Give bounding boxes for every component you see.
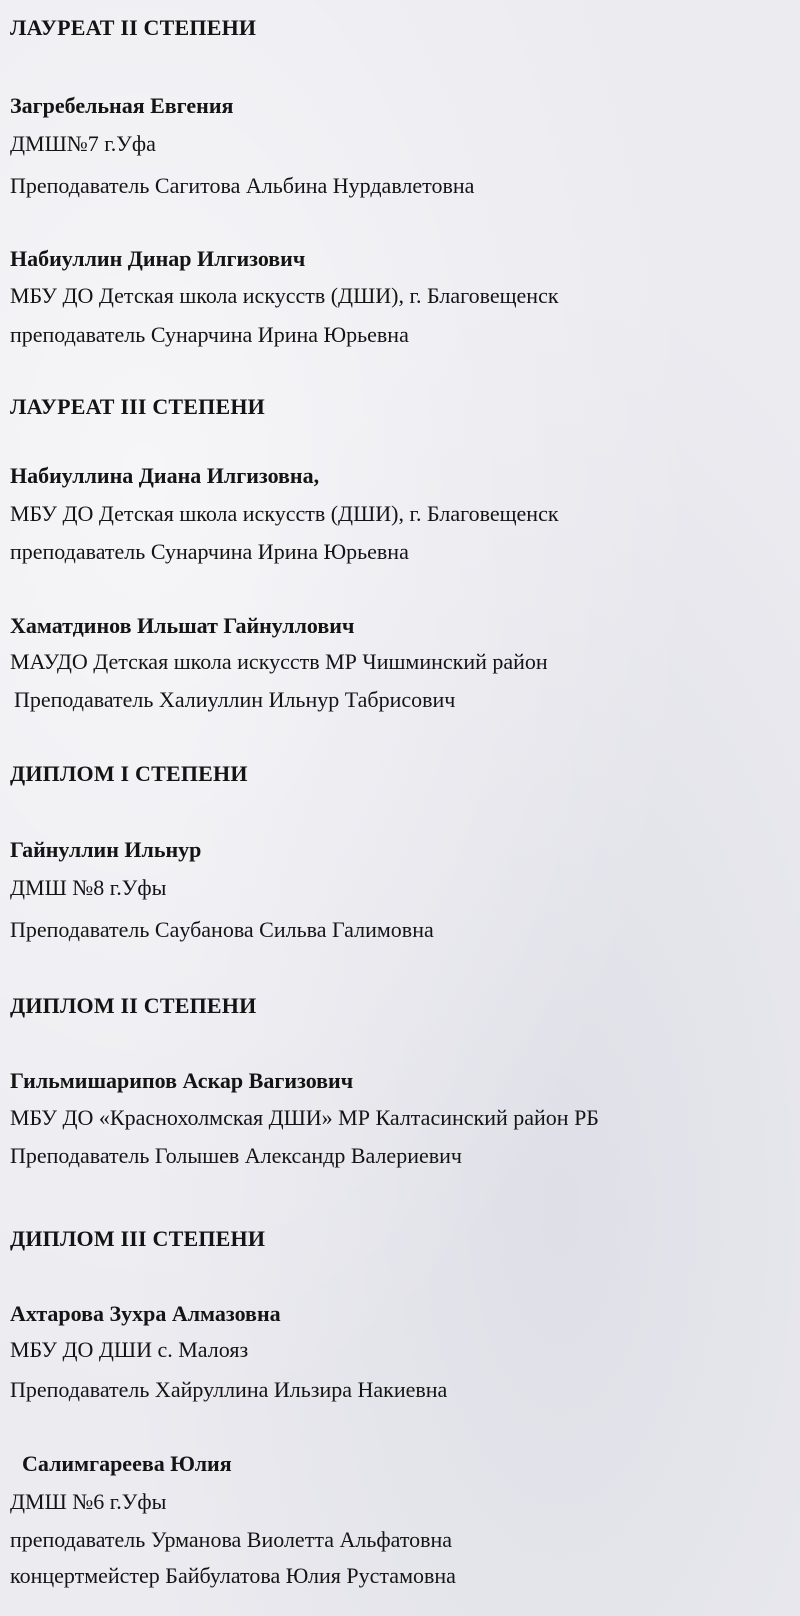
participant-teacher: Преподаватель Сaубанова Сильва Галимовна [10, 917, 434, 942]
participant-teacher: преподаватель Сунарчина Ирина Юрьевна [10, 322, 409, 347]
participant-school: МБУ ДО Детская школа искусств (ДШИ), г. Благовещенск [10, 283, 559, 308]
section-heading-diploma-2: ДИПЛОМ II СТЕПЕНИ [10, 993, 257, 1018]
participant-teacher: Преподаватель Голышев Александр Валериевич [10, 1143, 462, 1168]
participant-school: ДМШ№7 г.Уфа [10, 131, 156, 156]
section-heading-laureate-2: ЛАУРЕАТ II СТЕПЕНИ [10, 15, 257, 40]
participant-name: Набиуллин Динар Илгизович [10, 246, 306, 271]
participant-name: Гайнуллин Ильнур [10, 837, 202, 862]
section-heading-diploma-3: ДИПЛОМ III СТЕПЕНИ [10, 1226, 266, 1251]
participant-school: МБУ ДО ДШИ с. Малояз [10, 1337, 249, 1362]
participant-name: Загребельная Евгения [10, 93, 234, 118]
participant-teacher: Преподаватель Халиуллин Ильнур Табрисович [14, 687, 456, 712]
participant-name: Хаматдинов Ильшат Гайнуллович [10, 613, 355, 638]
participant-teacher: Преподаватель Хайруллина Ильзира Накиевна [10, 1377, 448, 1402]
participant-name: Гильмишарипов Аскар Вагизович [10, 1068, 354, 1093]
participant-school: МАУДО Детская школа искусств МР Чишминский район [10, 649, 548, 674]
participant-school: МБУ ДО Детская школа искусств (ДШИ), г. Благовещенск [10, 501, 559, 526]
participant-name: Ахтарова Зухра Алмазовна [10, 1301, 281, 1326]
participant-name: Салимгареева Юлия [22, 1451, 232, 1476]
participant-school: ДМШ №6 г.Уфы [10, 1489, 167, 1514]
participant-name: Набиуллина Диана Илгизовна, [10, 463, 320, 488]
participant-school: ДМШ №8 г.Уфы [10, 875, 167, 900]
section-heading-diploma-1: ДИПЛОМ I СТЕПЕНИ [10, 761, 248, 786]
participant-teacher: преподаватель Урманова Виолетта Альфатовна [10, 1527, 453, 1552]
participant-accompanist: концертмейстер Байбулатова Юлия Рустамовна [10, 1563, 456, 1588]
participant-school: МБУ ДО «Краснохолмская ДШИ» МР Калтасинский район РБ [10, 1105, 599, 1130]
participant-teacher: Преподаватель Сагитова Альбина Нурдавлетовна [10, 173, 475, 198]
participant-teacher: преподаватель Сунарчина Ирина Юрьевна [10, 539, 409, 564]
section-heading-laureate-3: ЛАУРЕАТ III СТЕПЕНИ [10, 394, 265, 419]
